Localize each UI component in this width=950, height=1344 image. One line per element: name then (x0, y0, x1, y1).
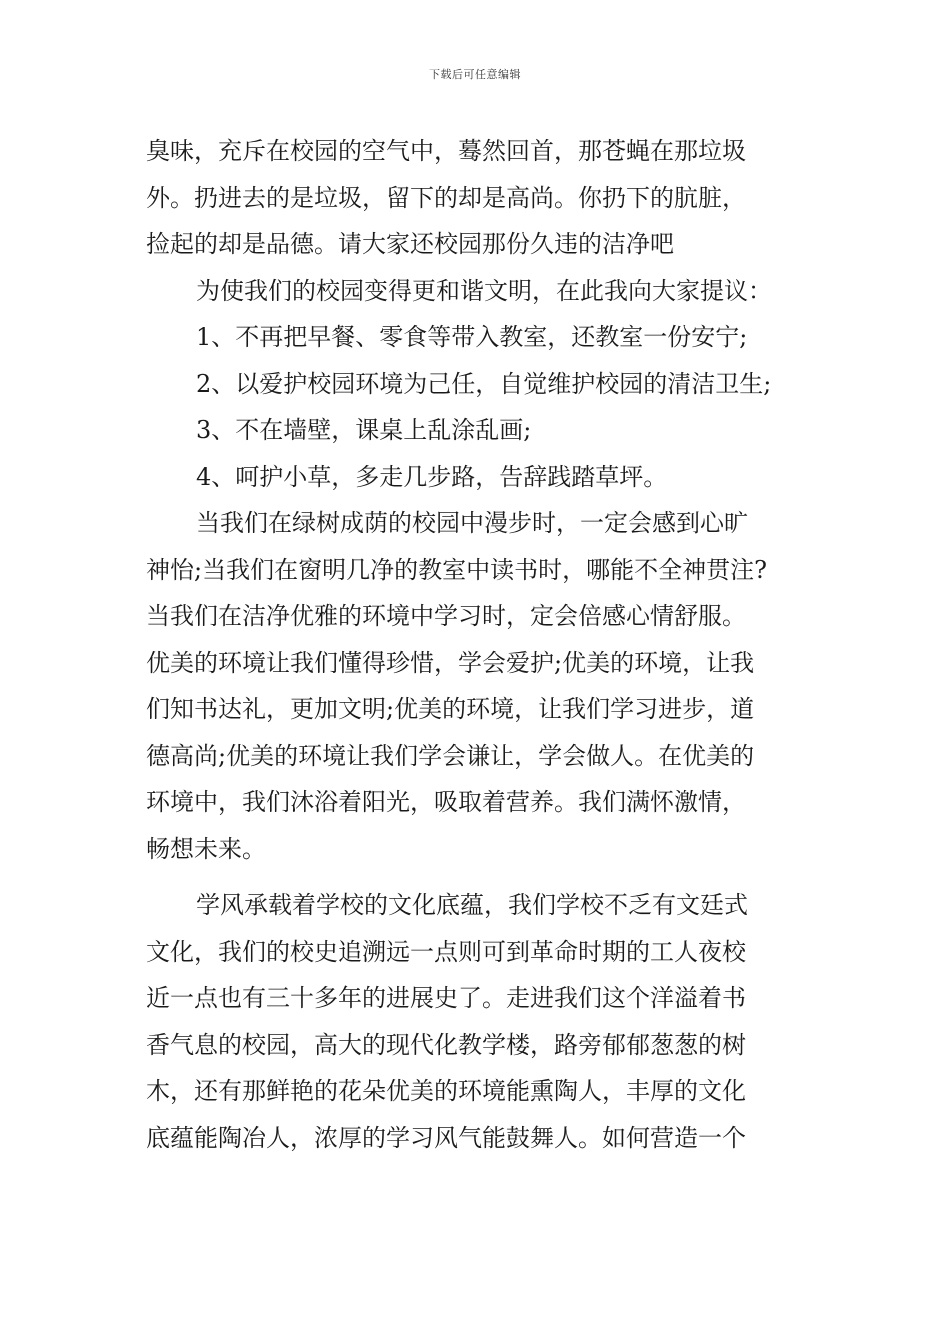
paragraph-gap (146, 872, 816, 882)
list-item: 1、不再把早餐、零食等带入教室，还教室一份安宁; (196, 323, 748, 351)
text-line: 当我们在绿树成荫的校园中漫步时，一定会感到心旷 (196, 509, 748, 537)
list-item: 4、呵护小草，多走几步路，告辞践踏草坪。 (196, 462, 668, 491)
text-line: 臭味，充斥在校园的空气中，蓦然回首，那苍蝇在那垃圾 (146, 137, 746, 165)
text-line: 们知书达礼，更加文明;优美的环境，让我们学习进步，道 (146, 695, 755, 723)
text-line: 学风承载着学校的文化底蕴，我们学校不乏有文廷式 (196, 891, 748, 919)
text-line: 文化，我们的校史追溯远一点则可到革命时期的工人夜校 (146, 937, 746, 966)
text-line: 环境中，我们沐浴着阳光，吸取着营养。我们满怀激情， (146, 788, 746, 816)
list-item: 3、不在墙壁，课桌上乱涂乱画; (196, 416, 532, 444)
text-line: 畅想未来。 (146, 834, 266, 863)
text-line: 外。扔进去的是垃圾，留下的却是高尚。你扔下的肮脏， (146, 183, 746, 212)
text-line: 当我们在洁净优雅的环境中学习时，定会倍感心情舒服。 (146, 602, 746, 630)
text-line: 香气息的校园，高大的现代化教学楼，路旁郁郁葱葱的树 (146, 1030, 746, 1059)
text-line: 神怡;当我们在窗明几净的教室中读书时，哪能不全神贯注? (146, 555, 767, 584)
text-line: 为使我们的校园变得更和谐文明，在此我向大家提议： (196, 276, 772, 305)
text-line: 木，还有那鲜艳的花朵优美的环境能熏陶人，丰厚的文化 (146, 1077, 746, 1105)
list-item: 2、以爱护校园环境为己任，自觉维护校园的清洁卫生; (196, 369, 772, 398)
document-body (146, 128, 816, 1161)
text-line: 优美的环境让我们懂得珍惜，学会爱护;优美的环境，让我 (146, 648, 755, 677)
text-line: 德高尚;优美的环境让我们学会谦让，学会做人。在优美的 (146, 741, 755, 770)
page-header: 下载后可任意编辑 (429, 68, 521, 81)
text-line: 底蕴能陶冶人，浓厚的学习风气能鼓舞人。如何营造一个 (146, 1123, 746, 1152)
text-line: 近一点也有三十多年的进展史了。走进我们这个洋溢着书 (146, 984, 746, 1012)
text-line: 捡起的却是品德。请大家还校园那份久违的洁净吧 (146, 230, 674, 258)
